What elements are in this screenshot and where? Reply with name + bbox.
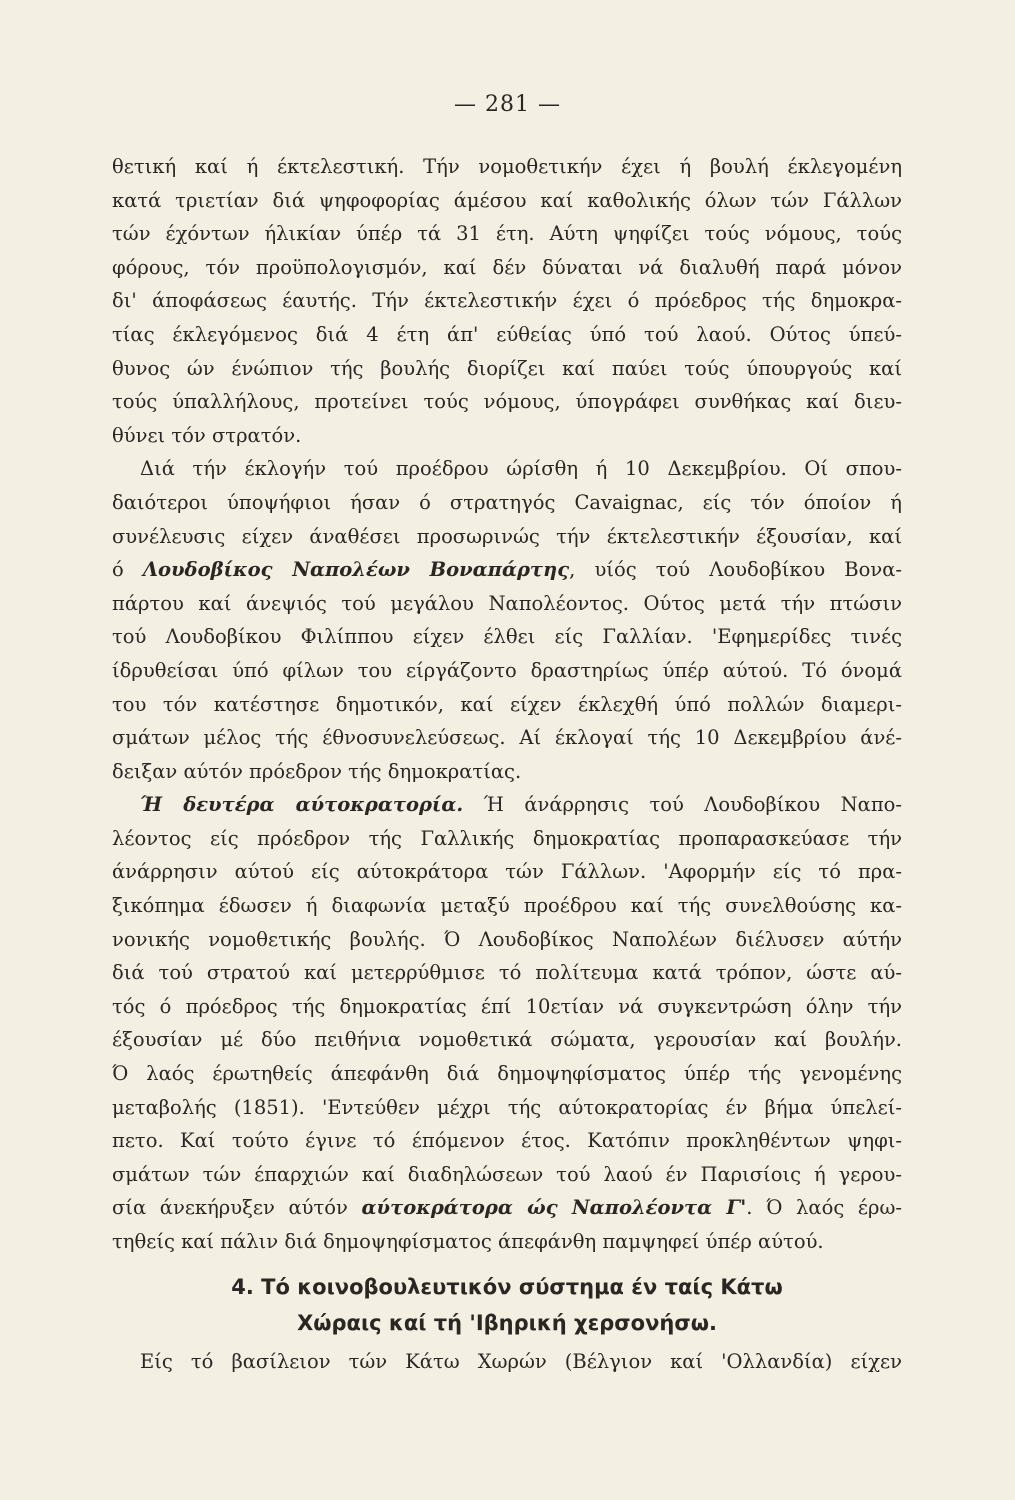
text-line: σμάτων τών έπαρχιών καί διαδηλώσεων τού λαού έν Παρισίοις ή γερου- (112, 1162, 902, 1186)
text-line: πετο. Καί τούτο έγινε τό έπόμενον έτος. Κατόπιν προκληθέντων ψηφι- (112, 1129, 902, 1153)
text-line: ίδρυθείσαι ύπό φίλων του είργάζοντο δραστηρίως ύπέρ αύτού. Τό όνομά (112, 658, 902, 682)
text-run: . Ό λαός έρω- (746, 1196, 902, 1220)
text-line: θετική καί ή έκτελεστική. Τήν νομοθετικήν έχει ή βουλή έκλεγομένη (112, 155, 902, 178)
text-line: λέοντος είς πρόεδρον τής Γαλλικής δημοκρατίας προπαρασκεύασε τήν (112, 826, 902, 850)
text-line: νονικής νομοθετικής βουλής. Ό Λουδοβίκος Ναπολέων διέλυσεν αύτήν (112, 927, 902, 951)
section-run-in-title: Ή δευτέρα αύτοκρατορία. (140, 793, 464, 817)
bold-phrase: αύτοκράτορα ώς Ναπολέοντα Γ' (361, 1196, 747, 1220)
text-line: τούς ύπαλλήλους, προτείνει τούς νόμους, ύπογράφει συνθήκας καί διευ- (112, 390, 902, 414)
text-line: συνέλευσις είχεν άναθέσει προσωρινώς τήν έκτελεστικήν έξουσίαν, καί (112, 524, 902, 548)
text-line: ξικόπημα έδωσεν ή διαφωνία μεταξύ προέδρου καί τής συνελθούσης κα- (112, 894, 902, 918)
text-run: , υίός τού Λουδοβίκου Βονα- (569, 558, 902, 582)
text-line: τηθείς καί πάλιν διά δημοψηφίσματος άπεφάνθη παμψηφεί ύπέρ αύτού. (112, 1230, 824, 1253)
paragraph-3 (112, 788, 902, 1258)
paragraph-2 (112, 452, 902, 788)
text-line: τός ό πρόεδρος τής δημοκρατίας έπί 10ετίαν νά συγκεντρώση όλην τήν (112, 994, 902, 1018)
text-line: δι' άποφάσεως έαυτής. Τήν έκτελεστικήν έχει ό πρόεδρος τής δημοκρα- (112, 289, 902, 313)
text-line: διά τού στρατού καί μετερρύθμισε τό πολίτευμα κατά τρόπον, ώστε αύ- (112, 961, 902, 985)
text-line: τών έχόντων ήλικίαν ύπέρ τά 31 έτη. Αύτη ψηφίζει τούς νόμους, τούς (112, 222, 902, 246)
text-run: Ή άνάρρησις τού Λουδοβίκου Ναπο- (463, 793, 902, 817)
paragraph-1 (112, 150, 902, 452)
text-line-mixed (112, 1191, 902, 1225)
paragraph-4 (112, 1345, 902, 1379)
text-line: Είς τό βασίλειον τών Κάτω Χωρών (Βέλγιον καί 'Ολλανδία) είχεν (140, 1349, 902, 1373)
section-heading-line-2: Χώραις καί τή 'Ιβηρική χερσονήσω. (297, 1310, 717, 1335)
text-run: ό (112, 558, 143, 582)
text-line: τίας έκλεγόμενος διά 4 έτη άπ' εύθείας ύπό τού λαού. Ούτος ύπεύ- (112, 322, 902, 346)
text-run: σία άνεκήρυξεν αύτόν (112, 1196, 362, 1220)
text-line: τού Λουδοβίκου Φιλίππου είχεν έλθει είς Γαλλίαν. 'Εφημερίδες τινές (112, 625, 902, 649)
text-line: φόρους, τόν προϋπολογισμόν, καί δέν δύναται νά διαλυθή παρά μόνον (112, 255, 902, 279)
text-line: μεταβολής (1851). 'Εντεύθεν μέχρι τής αύτοκρατορίας έν βήμα ύπελεί- (112, 1095, 902, 1119)
body-text (112, 150, 902, 1378)
text-line: δειξαν αύτόν πρόεδρον τής δημοκρατίας. (112, 759, 522, 783)
text-line: Διά τήν έκλογήν τού προέδρου ώρίσθη ή 10 Δεκεμβρίου. Οί σπου- (140, 457, 902, 481)
text-line: σμάτων μέλος τής έθνοσυνελεύσεως. Αί έκλογαί τής 10 Δεκεμβρίου άνέ- (112, 726, 902, 750)
section-heading-line-1: 4. Τό κοινοβουλευτικόν σύστημα έν ταίς Κάτω (231, 1274, 783, 1299)
bold-name: Λουδοβίκος Ναπολέων Βοναπάρτης (142, 558, 570, 582)
text-line: πάρτου καί άνεψιός τού μεγάλου Ναπολέοντος. Ούτος μετά τήν πτώσιν (112, 591, 902, 615)
text-line: του τόν κατέστησε δημοτικόν, καί είχεν έκλεχθή ύπό πολλών διαμερι- (112, 692, 902, 716)
text-line: θύνει τόν στρατόν. (112, 423, 302, 447)
text-line: άνάρρησιν αύτού είς αύτοκράτορα τών Γάλλων. 'Αφορμήν είς τό πρα- (112, 860, 902, 884)
text-line: έξουσίαν μέ δύο πειθήνια νομοθετικά σώματα, γερουσίαν καί βουλήν. (112, 1028, 902, 1052)
text-line: κατά τριετίαν διά ψηφοφορίας άμέσου καί καθολικής όλων τών Γάλλων (112, 188, 902, 212)
text-line-mixed (112, 788, 902, 822)
text-line: θυνος ών ένώπιον τής βουλής διορίζει καί παύει τούς ύπουργούς καί (112, 356, 902, 380)
text-line-mixed (112, 553, 902, 587)
text-line: Ό λαός έρωτηθείς άπεφάνθη διά δημοψηφίσματος ύπέρ τής γενομένης (112, 1062, 902, 1086)
page-number: — 281 — (454, 92, 561, 117)
text-line: δαιότεροι ύποψήφιοι ήσαν ό στρατηγός Cavaignac, είς τόν όποίον ή (112, 490, 902, 514)
